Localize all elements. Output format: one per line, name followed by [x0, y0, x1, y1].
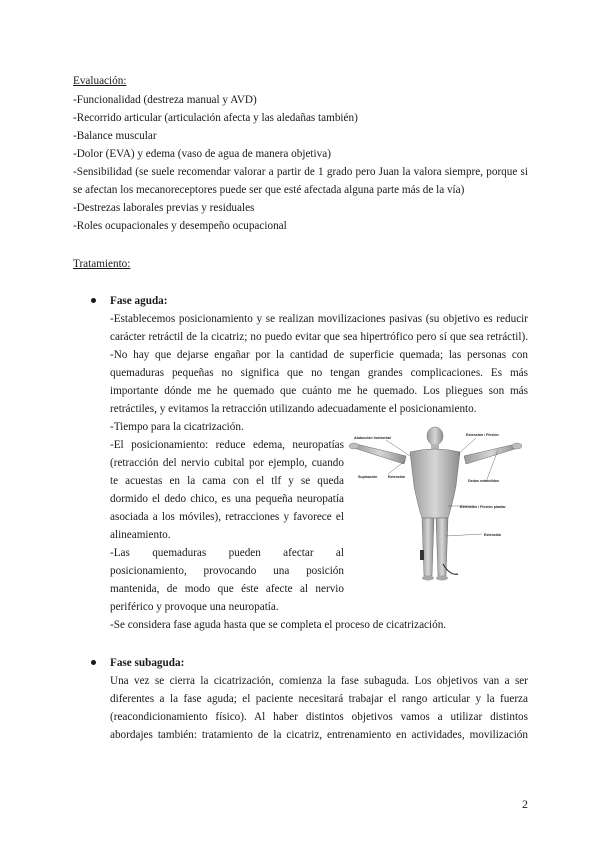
fase-aguda-line: dormido el dedo chico, es una pequeña neuropatía	[110, 493, 344, 505]
evaluacion-item: -Recorrido articular (articulación afecta y las aledañas también)	[73, 112, 358, 124]
figure-label: Supinación	[358, 475, 378, 479]
fase-subaguda-line: abordajes también: tratamiento de la cicatriz, entrenamiento en actividades, movilización	[110, 729, 528, 741]
fase-aguda-line: carácter retráctil de la cicatriz; no puedo evitar que sea hipertrófico pero sí que sea retráctil).	[110, 331, 528, 343]
fase-subaguda-title: Fase subaguda:	[110, 657, 185, 669]
evaluacion-item: -Roles ocupacionales y desempeño ocupacional	[73, 220, 287, 232]
figure-label: Extensión	[388, 475, 406, 479]
positioning-illustration	[348, 426, 522, 586]
evaluacion-item: -Destrezas laborales previas y residuales	[73, 202, 255, 214]
bullet-icon	[91, 660, 96, 665]
evaluacion-item: -Balance muscular	[73, 130, 157, 142]
figure-label: Dedos extendidos	[468, 479, 499, 483]
fase-aguda-line: te acuestas en la cama con el tlf y se queda	[110, 475, 344, 487]
fase-aguda-line: alineamiento.	[110, 529, 171, 541]
fase-aguda-line: importante dónde me he quemado que cuánto me he quemado. Los pliegues son más	[110, 385, 528, 397]
bullet-icon	[91, 298, 96, 303]
fase-aguda-line: -Las quemaduras pueden afectar al	[110, 547, 344, 559]
evaluacion-item: se afectan los mecanoreceptores puede ser que esté afectada alguna parte más de la vía)	[73, 184, 465, 196]
fase-subaguda-line: (reacondicionamiento físico). Al haber distintos objetivos vamos a utilizar distintos	[110, 711, 528, 723]
fase-subaguda-line: diferentes a la fase aguda; el paciente necesitará trabajar el rango articular y la fuerza	[110, 693, 528, 705]
fase-aguda-line: mantenida, de modo que éste afecte al nervio	[110, 583, 344, 595]
human-figure-image	[348, 426, 522, 586]
fase-aguda-line: -El posicionamiento: reduce edema, neuropatías	[110, 439, 344, 451]
fase-subaguda-line: Una vez se cierra la cicatrización, comienza la fase subaguda. Los objetivos van a ser	[110, 675, 528, 687]
fase-aguda-line: periférico y provoque una neuropatía.	[110, 601, 279, 613]
evaluacion-item: -Funcionalidad (destreza manual y AVD)	[73, 94, 257, 106]
fase-aguda-line: quemaduras pequeñas no significa que no tengan grandes complicaciones. Es más	[110, 367, 528, 379]
figure-label: Extensión / Flexión plantar	[460, 505, 506, 509]
figure-label: Extensión / Flexión	[466, 433, 499, 437]
fase-aguda-line: -Establecemos posicionamiento y se realizan movilizaciones pasivas (su objetivo es reducir	[110, 313, 528, 325]
figure-label: Abducción horizontal	[354, 436, 391, 440]
fase-aguda-line: -No hay que dejarse engañar por la cantidad de superficie quemada; las personas con	[110, 349, 528, 361]
tratamiento-heading: Tratamiento:	[73, 258, 131, 270]
fase-aguda-line: asociada a los móviles), retracciones y favorece el	[110, 511, 344, 523]
evaluacion-heading: Evaluación:	[73, 75, 127, 87]
figure-label: Extensión	[484, 533, 502, 537]
fase-aguda-title: Fase aguda:	[110, 295, 168, 307]
page-number: 2	[522, 797, 528, 811]
evaluacion-item: -Sensibilidad (se suele recomendar valorar a partir de 1 grado pero Juan la valora siempre, porque si	[73, 166, 528, 178]
fase-aguda-line: -Se considera fase aguda hasta que se completa el proceso de cicatrización.	[110, 619, 447, 631]
fase-aguda-line: retráctiles, y evitamos la retracción utilizando adecuadamente el posicionamiento.	[110, 403, 477, 415]
fase-aguda-line: (retracción del nervio cubital por ejemplo, cuando	[110, 457, 344, 469]
fase-aguda-line: -Tiempo para la cicatrización.	[110, 421, 244, 433]
fase-aguda-line: posicionamiento, provocando una posición	[110, 565, 344, 577]
evaluacion-item: -Dolor (EVA) y edema (vaso de agua de manera objetiva)	[73, 148, 331, 160]
